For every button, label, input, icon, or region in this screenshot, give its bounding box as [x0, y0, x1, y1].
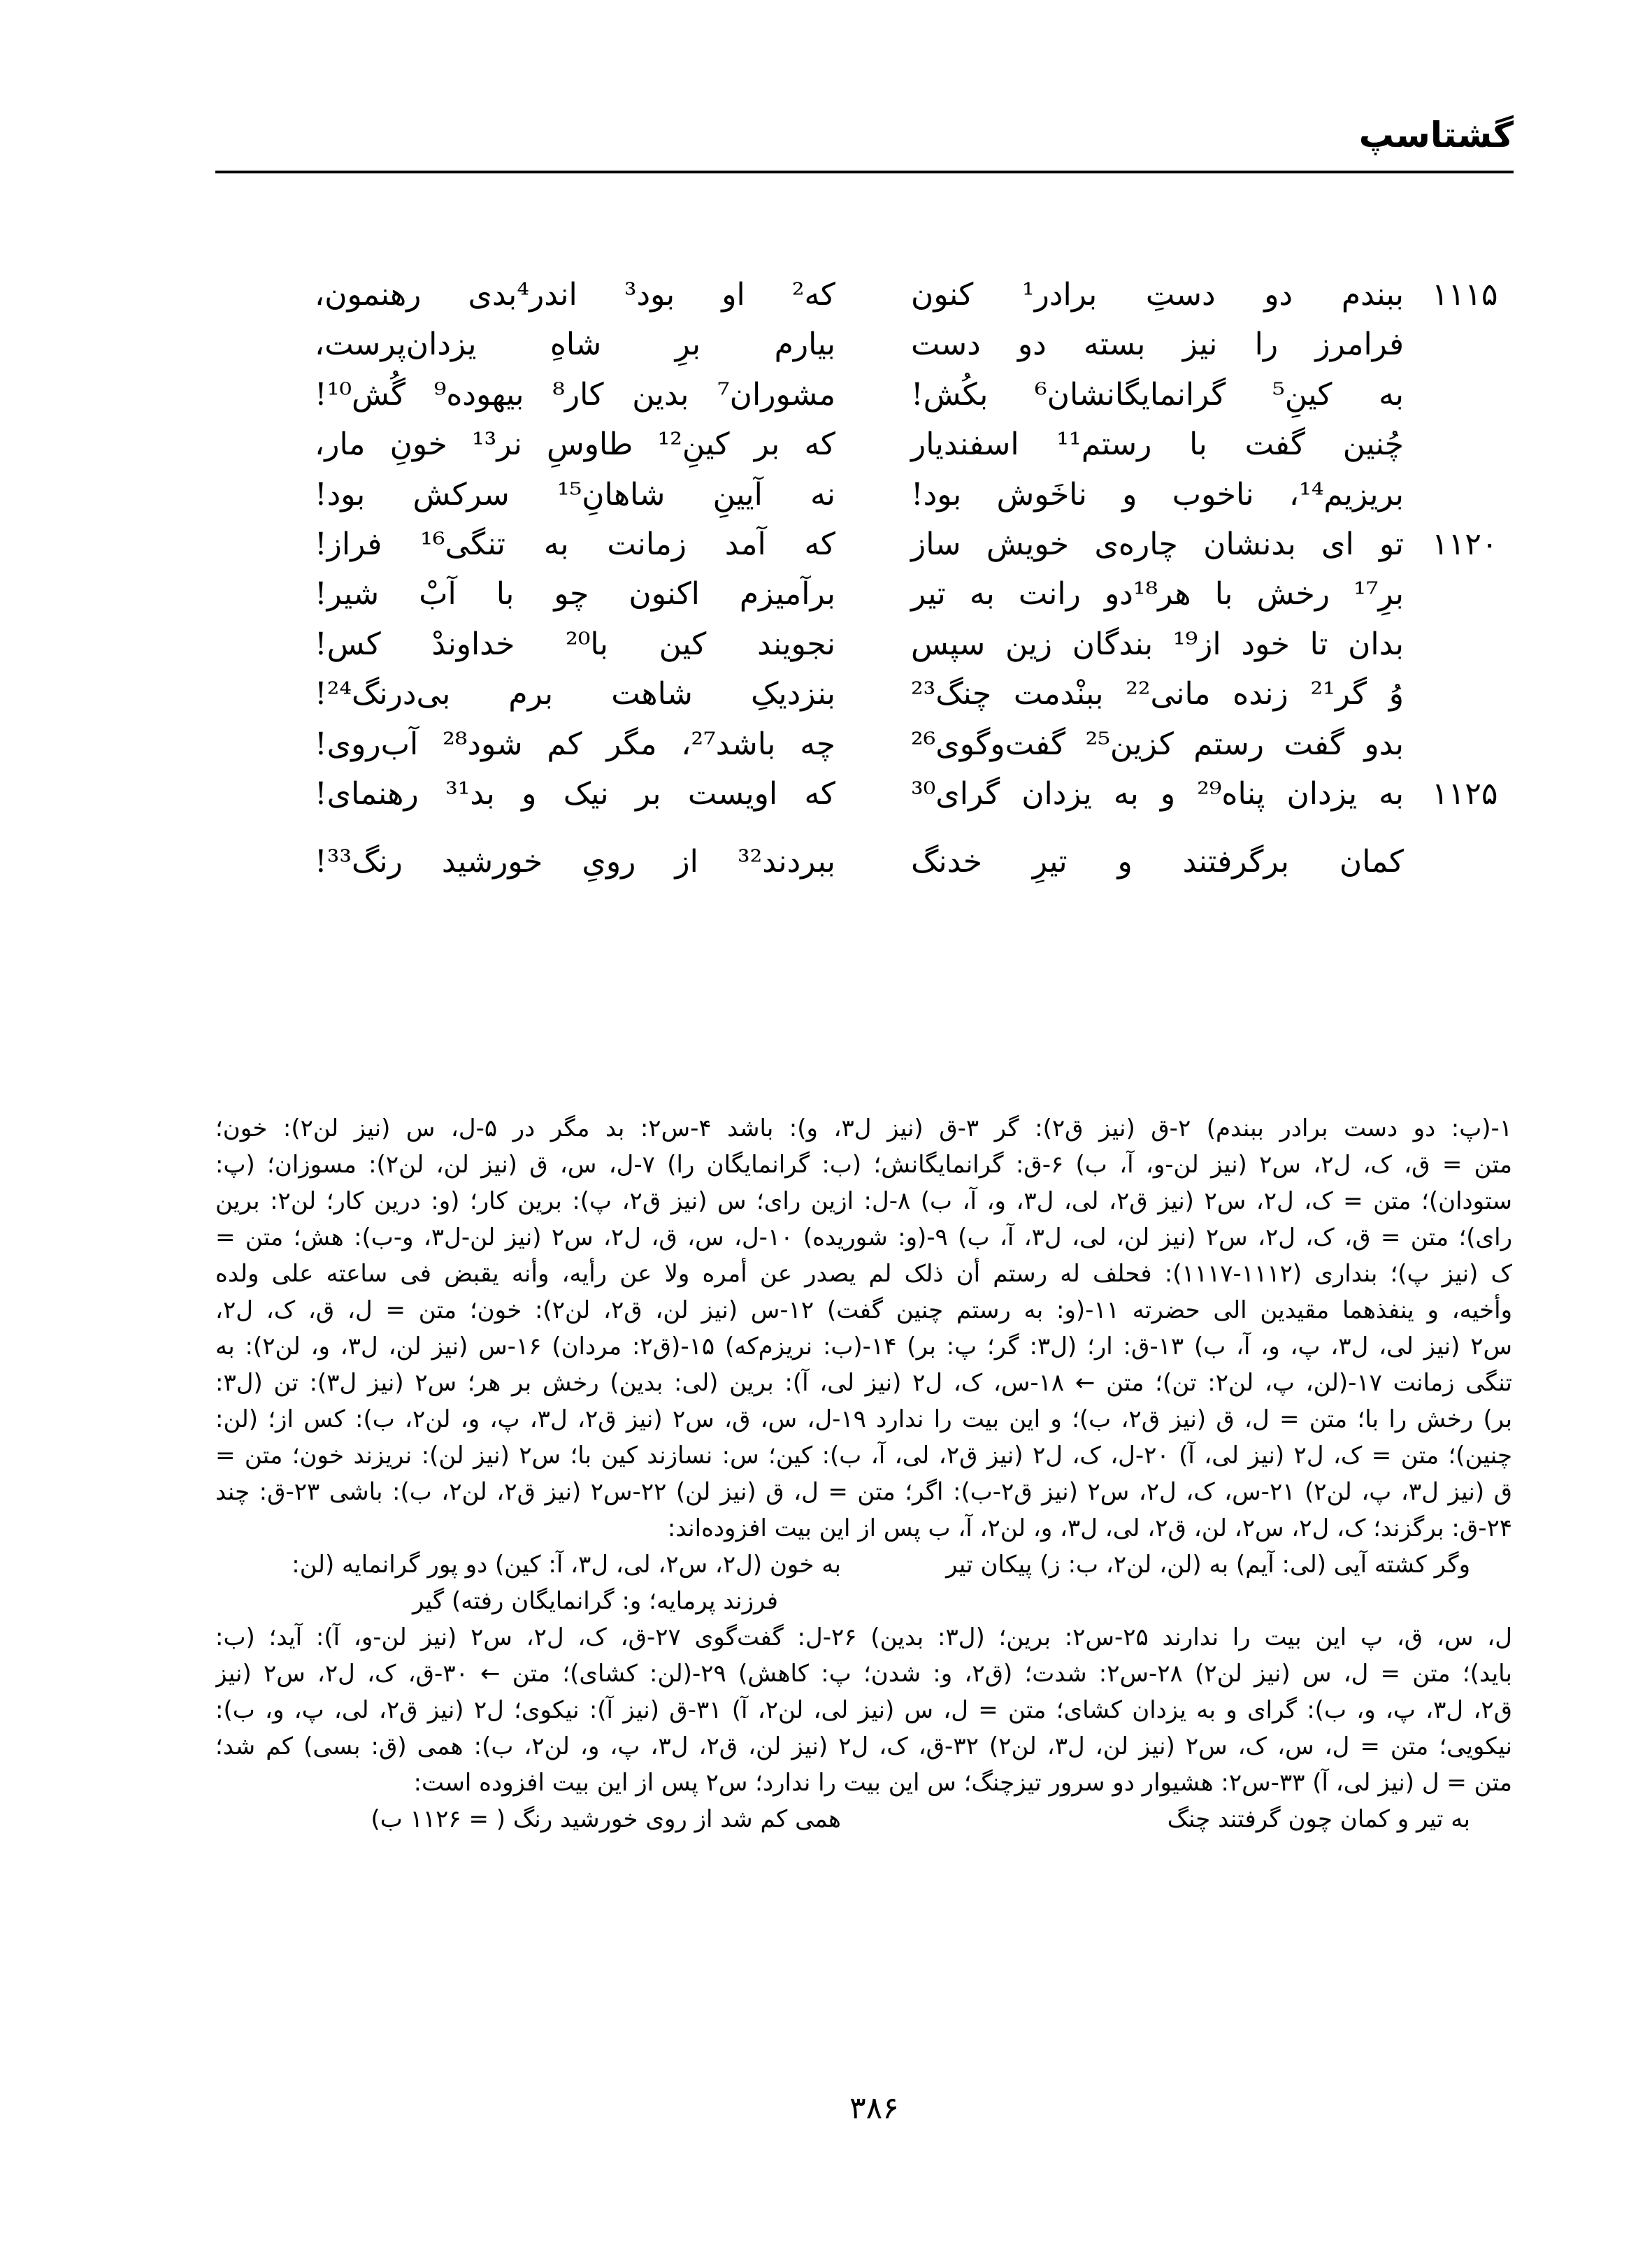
- footnote-line: وأخیه، و ینفذهما مقیدین الی حضرته ۱۱-(و: به رستم چنین گفت) ۱۲-س (نیز لن، ق۲، لن۲): خون؛ متن = ل، ق، ک، ل۲،: [215, 1296, 1512, 1324]
- running-head-title: گشتاسپ: [1358, 115, 1514, 155]
- verse-line-number: ۱۱۲۵: [1432, 776, 1498, 812]
- footnote-line: ق (نیز ل۳، پ، لن۲) ۲۱-س، ک، ل۲، س۲ (نیز ق۲-ب): اگر؛ متن = ل، ق (نیز لن) ۲۲-س۲ (نیز ق۲، لن۲، ب): باشی ۲۳-ق: چند: [215, 1478, 1512, 1506]
- verse-hemistich-right: به یزدان پناه²⁹ و به یزدان گرای³⁰: [911, 776, 1404, 812]
- verse-hemistich-left: چه باشد²⁷، مگر کم شود²⁸ آب‌روی!: [315, 726, 835, 762]
- verse-hemistich-left: که² او بود³ اندر⁴بدی رهنمون،: [315, 277, 835, 313]
- header-rule-divider: [215, 171, 1514, 173]
- footnote-line: متن = ق، ک، ل۲، س۲ (نیز لن-و، آ، ب) ۶-ق: گرانمایگانش؛ (ب: گرانمایگان را) ۷-ل، س، ق (نیز لن، لن۲): مسوزان؛ (پ:: [215, 1151, 1512, 1179]
- verse-hemistich-right: ببندم دو دستِ برادر¹ کنون: [911, 277, 1404, 313]
- verse-hemistich-left: بنزدیکِ شاهت برم بی‌درنگ²⁴!: [315, 676, 835, 712]
- verse-hemistich-left: که آمد زمانت به تنگی¹⁶ فراز!: [315, 526, 835, 562]
- footnote-line: بر) رخش را با؛ متن = ل، ق (نیز ق۲، ب)؛ و این بیت را ندارد ۱۹-ل، س، ق، س۲ (نیز ق۲، ل۳، پ، و، لن۲، ب): کس از؛ (لن:: [215, 1405, 1512, 1433]
- footnote-line: تنگی زمانت ۱۷-(لن، پ، لن۲: تن)؛ متن ← ۱۸-س، ک، ل۲ (نیز لی، آ): برین (لی: بدین) رخش بر هر؛ س۲ (نیز ل۳): تن (ل۳:: [215, 1369, 1512, 1397]
- footnote-line: رای)؛ متن = ق، ک، ل۲، س۲ (نیز لن، لی، ل۳، آ، ب) ۹-(و: شوریده) ۱۰-ل، س، ق، ل۲، س۲ (نیز لن-ل۳، و-ب): هش؛ متن =: [215, 1223, 1512, 1251]
- footnote-line: باید)؛ متن = ل، س (نیز لن۲) ۲۸-س۲: شدت؛ (ق۲، و: شدن؛ پ: کاهش) ۲۹-(لن: کشای)؛ متن ← ۳۰-ق، ک، ل۲، س۲ (نیز: [215, 1660, 1512, 1688]
- verse-hemistich-right: بدو گفت رستم کزین²⁵ گفت‌وگوی²⁶: [911, 726, 1404, 762]
- footnote-line: ستودان)؛ متن = ک، ل۲، س۲ (نیز ق۲، لی، ل۳، و، آ، ب) ۸-ل: ازین رای؛ س (نیز ق۲، پ): برین کار؛ (و: درین کار؛ لن۲: برین: [215, 1187, 1512, 1215]
- footnote-line: س۲ (نیز لی، ل۳، پ، و، آ، ب) ۱۳-ق: ار؛ (ل۳: گر؛ پ: بر) ۱۴-(ب: نریزم‌که) ۱۵-(ق۲: مردان) ۱۶-س (نیز لن، ل۳، و، لن۲): به: [215, 1333, 1512, 1361]
- added-verse-hemistich-left: همی کم شد از روی خورشید رنگ ( = ۱۱۲۶ ب): [371, 1805, 841, 1833]
- footnote-line: ق۲، ل۳، پ، و، ب): گرای و به یزدان کشای؛ متن = ل، س (نیز لی، لن۲، آ) ۳۱-ق (نیز آ): نیکوی؛ ل۲ (نیز ق۲، لی، پ، و، ب):: [215, 1696, 1512, 1724]
- added-verse-hemistich-left: به خون (ل۲، س۲، لی، ل۳، آ: کین) دو پور گرانمایه (لن:: [292, 1551, 841, 1579]
- added-verse-hemistich-right: به تیر و کمان چون گرفتند چنگ: [1167, 1805, 1470, 1833]
- verse-hemistich-left: بیارم برِ شاهِ یزدان‌پرست،: [315, 326, 835, 362]
- verse-hemistich-left: مشوران⁷ بدین کار⁸ بیهوده⁹ گُش¹⁰!: [315, 377, 836, 412]
- footnote-line: نیکویی؛ متن = ل، س، ک، س۲ (نیز لن، ل۳، لن۲) ۳۲-ق، ک، ل۲ (نیز لن، ق۲، ل۳، پ، و، لن۲، ب): همی (ق: بسی) کم شد؛: [215, 1732, 1512, 1760]
- verse-hemistich-right: برِ¹⁷ رخش با هر¹⁸دو رانت به تیر: [911, 576, 1404, 612]
- footnote-line: ک (نیز پ)؛ بنداری (۱۱۱۲-۱۱۱۷): فحلف له رستم أن ذلک لم یصدر عن أمره ولا عن رأیه، وأنه یقبض فی ساعته علی ولده: [215, 1260, 1512, 1288]
- verse-hemistich-right: تو ای بدنشان چاره‌ی خویش ساز: [911, 526, 1404, 562]
- verse-hemistich-left: نه آیینِ شاهانِ¹⁵ سرکش بود!: [315, 477, 835, 512]
- footnotes-section: [215, 1110, 1512, 1837]
- footnote-added-verse: [215, 1546, 1512, 1583]
- verse-hemistich-right: بدان تا خود از¹⁹ بندگان زین سپس: [911, 626, 1404, 662]
- footnote-line: چنین)؛ متن = ک، ل۲ (نیز لی، آ) ۲۰-ل، ک، ل۲ (نیز ق۲، لی، آ، ب): کین؛ س: نسازند کین با؛ س۲ (نیز لن): نریزند خون؛ متن =: [215, 1442, 1512, 1470]
- verse-hemistich-left: ببردند³² از رویِ خورشید رنگ³³!: [315, 844, 835, 880]
- verse-hemistich-right: چُنین گفت با رستم¹¹ اسفندیار: [911, 426, 1404, 462]
- page-number: ۳۸۶: [849, 2090, 899, 2126]
- footnote-line: ۱-(پ: دو دست برادر ببندم) ۲-ق (نیز ق۲): گر ۳-ق (نیز ل۳، و): باشد ۴-س۲: بد مگر در ۵-ل، س (نیز لن۲): خون؛: [215, 1114, 1512, 1142]
- verse-hemistich-right: فرامرز را نیز بسته دو دست: [911, 326, 1404, 362]
- verse-hemistich-left: برآمیزم اکنون چو با آبْ شیر!: [315, 576, 835, 612]
- verse-line-number: ۱۱۲۰: [1432, 526, 1498, 562]
- added-verse-continuation: فرزند پرمایه؛ و: گرانمایگان رفته) گیر: [412, 1587, 778, 1615]
- verse-hemistich-left: که بر کینِ¹² طاوسِ نر¹³ خونِ مار،: [315, 426, 835, 462]
- footnote-added-verse: [215, 1801, 1512, 1837]
- footnote-line: ۲۴-ق: برگزند؛ ک، ل۲، س۲، لن، ق۲، لی، ل۳، و، لن۲، آ، ب پس از این بیت افزوده‌اند:: [667, 1514, 1512, 1542]
- verse-hemistich-left: نجویند کین با²⁰ خداوندْ کس!: [315, 626, 835, 662]
- verse-line-number: ۱۱۱۵: [1432, 277, 1498, 313]
- verse-hemistich-right: کمان برگرفتند و تیرِ خدنگ: [911, 844, 1404, 880]
- added-verse-hemistich-right: وگر کشته آیی (لی: آیم) به (لن، لن۲، ب: ز) پیکان تیر: [946, 1551, 1470, 1579]
- verse-hemistich-left: که اویست بر نیک و بد³¹ رهنمای!: [315, 776, 835, 812]
- verse-hemistich-right: وُ گر²¹ زنده مانی²² ببنْدمت چنگ²³: [911, 676, 1404, 712]
- footnote-line: ل، س، ق، پ این بیت را ندارند ۲۵-س۲: برین؛ (ل۳: بدین) ۲۶-ل: گفت‌گوی ۲۷-ق، ک، ل۲، س۲ (نیز لن-و، آ): آید؛ (ب:: [215, 1623, 1512, 1651]
- verse-hemistich-right: به کینِ⁵ گرانمایگانشان⁶ بکُش!: [911, 377, 1404, 412]
- footnote-line: متن = ل (نیز لی، آ) ۳۳-س۲: هشیوار دو سرور تیزچنگ؛ س این بیت را ندارد؛ س۲ پس از این بیت افزوده است:: [413, 1769, 1512, 1797]
- verse-hemistich-right: بریزیم¹⁴، ناخوب و ناخَوش بود!: [911, 477, 1404, 512]
